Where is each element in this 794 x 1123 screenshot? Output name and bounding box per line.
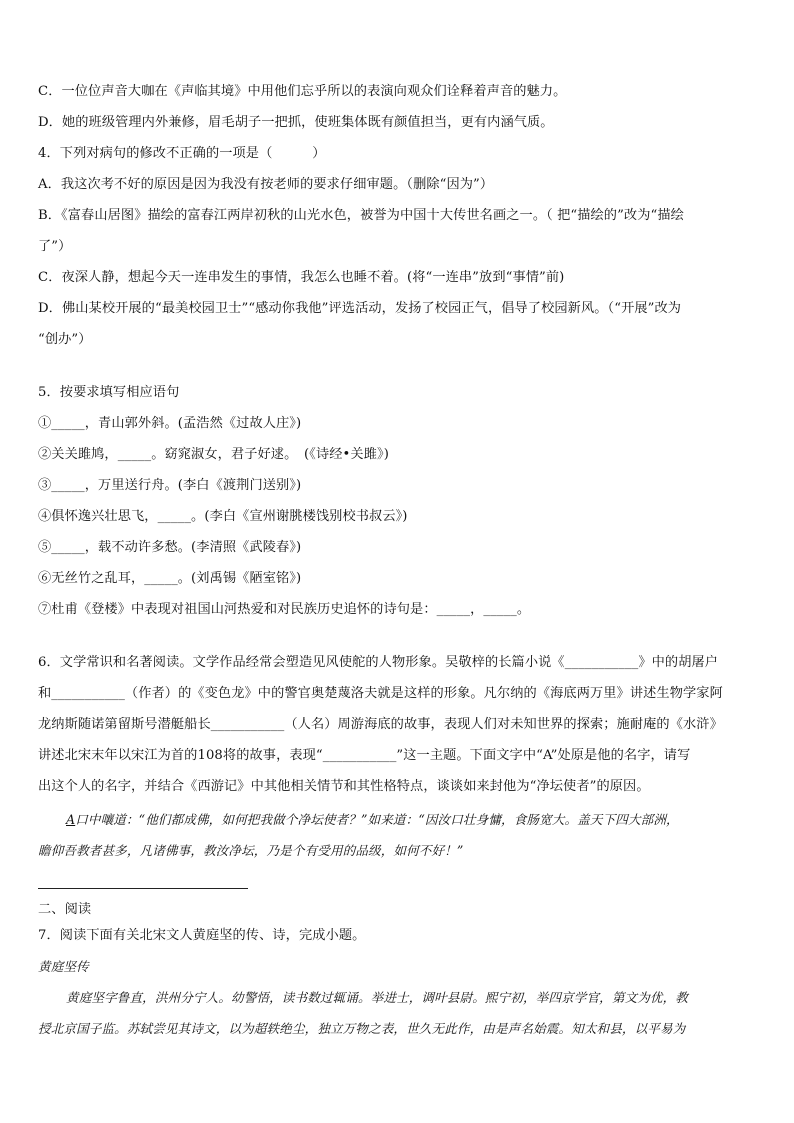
q5-item-5: ⑤_____，载不动许多愁。(李清照《武陵春》): [38, 540, 302, 555]
question-6-line-1: 6．文学常识和名著阅读。文学作品经常会塑造见风使舵的人物形象。吴敬梓的长篇小说《___________》中的胡屠户: [38, 655, 719, 670]
question-6-line-4: 讲述北宋末年以宋江为首的108将的故事，表现“___________”这一主题。下面文字中“A”处原是他的名字，请写: [38, 748, 691, 763]
q5-item-1: ①_____，青山郭外斜。(孟浩然《过故人庄》): [38, 416, 302, 431]
question-4-stem: 4．下列对病句的修改不正确的一项是（ ）: [38, 146, 326, 161]
q5-item-7: ⑦杜甫《登楼》中表现对祖国山河热爱和对民族历史追怀的诗句是：_____，_____。: [38, 602, 531, 617]
option-c-q3: C．一位位声音大咖在《声临其境》中用他们忘乎所以的表演向观众们诠释着声音的魅力。: [38, 84, 567, 99]
question-6-line-3: 龙纳斯随诺第留斯号潜艇船长___________（人名）周游海底的故事，表现人们对未知世界的探索；施耐庵的《水浒》: [38, 717, 723, 732]
q5-item-4: ④俱怀逸兴壮思飞，_____。(李白《宣州谢朓楼饯别校书叔云》): [38, 509, 408, 524]
option-c-q4: C．夜深人静，想起今天一连串发生的事情，我怎么也睡不着。(将“一连串”放到“事情”前): [38, 270, 565, 285]
option-a-q4: A．我这次考不好的原因是因为我没有按老师的要求仔细审题。（删除“因为”）: [38, 177, 494, 192]
option-d-q3: D．她的班级管理内外兼修，眉毛胡子一把抓，使班集体既有颜值担当，更有内涵气质。: [38, 115, 554, 130]
section-heading-reading: 二、阅读: [38, 902, 92, 917]
biography-line-1: 黄庭坚字鲁直，洪州分宁人。幼警悟，读书数过辄诵。举进士，调叶县尉。熙宁初，举四京学官，第文为优，教: [66, 990, 688, 1005]
quote-line-1-text: 口中嚷道：“他们都成佛，如何把我做个净坛使者？”如来道：“因汝口壮身慵，食肠宽大。盖天下四大部洲，: [75, 812, 679, 827]
option-b-q4-cont: 了”）: [38, 239, 72, 254]
quote-line-1: [66, 812, 756, 828]
marker-a: A: [66, 812, 76, 827]
section-divider: [38, 888, 248, 889]
option-b-q4: B．《富春山居图》描绘的富春江两岸初秋的山光水色，被誉为中国十大传世名画之一。（ 把“描绘的”改为“描绘: [38, 208, 684, 223]
biography-line-2: 授北京国子监。苏轼尝见其诗文，以为超轶绝尘，独立万物之表，世久无此作，由是声名始震。知太和县，以平易为: [38, 1021, 686, 1036]
q5-item-2: ②关关雎鸠，_____。窈窕淑女，君子好逑。 (《诗经•关雎》): [38, 447, 389, 462]
q5-item-6: ⑥无丝竹之乱耳，_____。(刘禹锡《陋室铭》): [38, 571, 302, 586]
option-d-q4: D．佛山某校开展的“最美校园卫士”“感动你我他”评选活动，发扬了校园正气，倡导了校园新风。（“开展”改为: [38, 301, 682, 316]
quote-line-2: 瞻仰吾教者甚多，凡诸佛事，教汝净坛，乃是个有受用的品级，如何不好！”: [38, 843, 464, 858]
q5-item-3: ③_____，万里送行舟。(李白《渡荆门送别》): [38, 478, 302, 493]
question-7-stem: 7．阅读下面有关北宋文人黄庭坚的传、诗，完成小题。: [38, 928, 366, 943]
question-6-line-2: 和___________（作者）的《变色龙》中的警官奥楚蔑洛夫就是这样的形象。凡尔纳的《海底两万里》讲述生物学家阿: [38, 686, 723, 701]
biography-title: 黄庭坚传: [38, 959, 89, 974]
option-d-q4-cont: “创办”）: [38, 332, 92, 347]
question-6-line-5: 出这个人的名字，并结合《西游记》中其他相关情节和其性格特点，谈谈如来封他为“净坛使者”的原因。: [38, 779, 650, 794]
question-5-stem: 5．按要求填写相应语句: [38, 385, 180, 400]
